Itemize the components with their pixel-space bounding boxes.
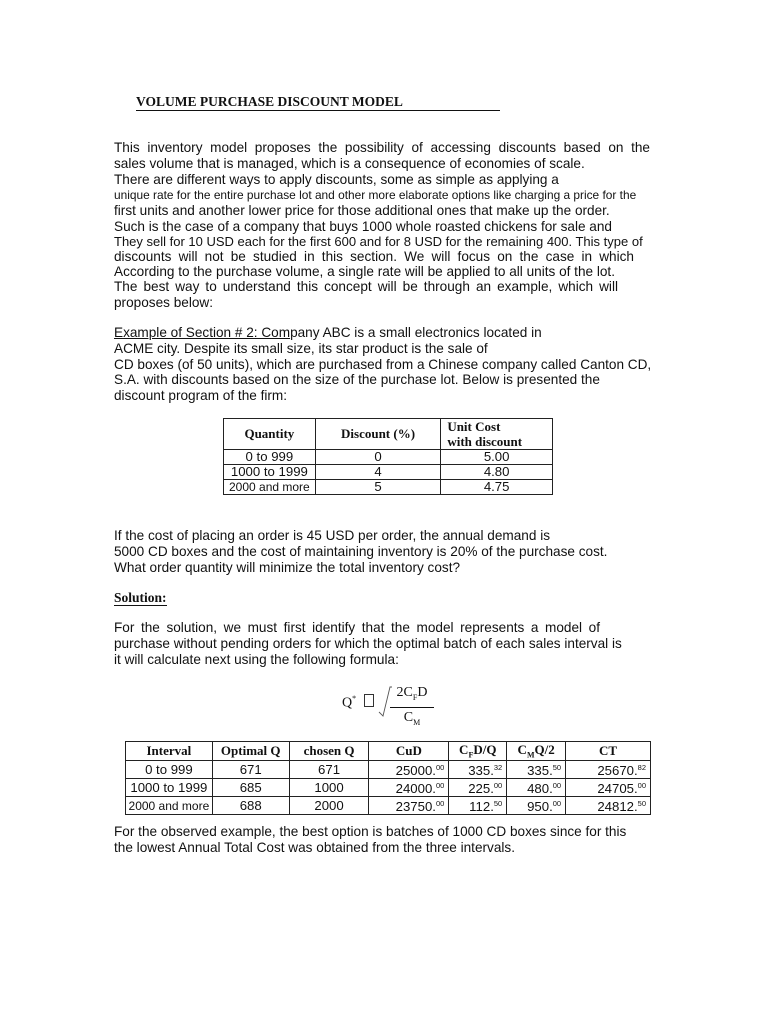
cell-int: 950. — [527, 799, 553, 814]
solution-line: purchase without pending orders for which the optimal batch of each sales interval is — [114, 636, 622, 651]
hdr-part: C — [459, 742, 469, 758]
table-cell — [507, 779, 566, 797]
intro-line: The best way to understand this concept will be through an example, which will — [114, 279, 618, 294]
table-cell: 1000 to 1999 — [224, 465, 316, 480]
cell-dec: 50 — [637, 799, 646, 808]
table-cell: 1000 — [289, 779, 369, 797]
table-cell — [369, 797, 449, 815]
table-cell: 2000 and more — [224, 480, 316, 495]
column-header-line: with discount — [447, 434, 523, 449]
column-header — [449, 742, 507, 761]
problem-line: If the cost of placing an order is 45 USD per order, the annual demand is — [114, 528, 551, 543]
cell-int: 25000. — [395, 763, 436, 778]
cell-dec: 00 — [493, 781, 503, 790]
cell-int: 25670. — [597, 763, 638, 778]
cell-int: 24000. — [395, 781, 436, 796]
cell-dec: 00 — [552, 799, 562, 808]
table-cell — [369, 761, 449, 779]
problem-line: What order quantity will minimize the total inventory cost? — [114, 560, 461, 575]
example-heading: Example of Section # 2: Com — [114, 325, 291, 340]
table-row — [126, 797, 651, 815]
example-line: ACME city. Despite its small size, its star product is the sale of — [114, 341, 488, 356]
column-header: Discount (%) — [315, 419, 441, 450]
cell-int: 335. — [527, 763, 553, 778]
table-cell — [369, 779, 449, 797]
table-cell: 0 — [315, 450, 441, 465]
hdr-part: C — [517, 742, 527, 758]
intro-line: There are different ways to apply discounts, some as simple as applying a — [114, 172, 559, 187]
table-cell — [449, 797, 507, 815]
num-sub: F — [412, 692, 418, 702]
solution-label: Solution: — [114, 590, 167, 605]
example-line: CD boxes (of 50 units), which are purchased from a Chinese company called Canton CD, — [114, 357, 652, 372]
table-cell: 4.75 — [441, 480, 553, 495]
table-cell: 2000 and more — [126, 797, 213, 815]
cell-dec: 00 — [552, 781, 562, 790]
discount-table — [223, 418, 553, 495]
intro-line: sales volume that is managed, which is a consequence of economies of scale. — [114, 156, 585, 171]
table-row — [224, 480, 553, 495]
eoq-formula — [342, 684, 442, 728]
conclusion-line: For the observed example, the best option is batches of 1000 CD boxes since for this — [114, 824, 627, 839]
column-header: CT — [566, 742, 651, 761]
example-line: discount program of the firm: — [114, 388, 288, 403]
example-line: S.A. with discounts based on the size of the purchase lot. Below is presented the — [114, 372, 600, 387]
example-line — [114, 325, 542, 341]
hdr-sub: M — [526, 750, 535, 760]
table-cell — [507, 797, 566, 815]
conclusion-line: the lowest Annual Total Cost was obtained from the three intervals. — [114, 840, 515, 855]
cell-dec: 50 — [552, 763, 562, 772]
example-line-text: pany ABC is a small electronics located in — [290, 325, 542, 340]
table-cell: 2000 — [289, 797, 369, 815]
formula-star: * — [352, 694, 357, 703]
document-title: VOLUME PURCHASE DISCOUNT MODEL — [136, 94, 500, 111]
column-header — [441, 419, 553, 450]
table-row — [126, 779, 651, 797]
table-cell — [566, 761, 651, 779]
formula-q: Q — [342, 695, 353, 711]
table-cell: 5 — [315, 480, 441, 495]
table-row — [224, 465, 553, 480]
solution-line: it will calculate next using the following formula: — [114, 652, 399, 667]
table-cell: 1000 to 1999 — [126, 779, 213, 797]
intro-line: first units and another lower price for those additional ones that make up the order. — [114, 203, 610, 218]
den-sub: M — [413, 717, 421, 727]
table-cell: 4.80 — [441, 465, 553, 480]
table-cell: 5.00 — [441, 450, 553, 465]
table-row — [224, 450, 553, 465]
table-cell — [507, 761, 566, 779]
solution-line: For the solution, we must first identify that the model represents a model of — [114, 620, 600, 635]
table-cell — [449, 779, 507, 797]
cell-int: 112. — [469, 799, 494, 814]
cell-int: 24705. — [597, 781, 638, 796]
table-cell: 4 — [315, 465, 441, 480]
formula-numerator — [390, 684, 434, 708]
intro-line: proposes below: — [114, 295, 213, 310]
results-table — [125, 741, 651, 815]
intro-line: This inventory model proposes the possibility of accessing discounts based on the — [114, 140, 650, 155]
intro-line: Such is the case of a company that buys 1000 whole roasted chickens for sale and — [114, 219, 612, 234]
column-header — [507, 742, 566, 761]
table-row — [126, 761, 651, 779]
column-header: Interval — [126, 742, 213, 761]
intro-line: According to the purchase volume, a single rate will be applied to all units of the lot. — [114, 264, 615, 279]
cell-dec: 32 — [493, 763, 503, 772]
formula-denominator — [390, 708, 434, 733]
table-cell: 0 to 999 — [126, 761, 213, 779]
cell-dec: 00 — [435, 799, 445, 808]
cell-int: 225. — [468, 781, 494, 796]
table-header-row — [224, 419, 553, 450]
cell-int: 24812. — [597, 799, 638, 814]
missing-glyph-box — [364, 694, 374, 707]
column-header: CuD — [369, 742, 449, 761]
cell-dec: 50 — [493, 799, 503, 808]
cell-int: 480. — [527, 781, 553, 796]
den-part: C — [403, 709, 414, 725]
table-cell: 671 — [212, 761, 289, 779]
table-cell: 688 — [212, 797, 289, 815]
num-part: D — [417, 685, 428, 700]
formula-lhs — [342, 694, 356, 712]
hdr-part: D/Q — [473, 742, 497, 758]
cell-dec: 00 — [435, 763, 445, 772]
cell-int: 335. — [468, 763, 494, 778]
cell-int: 23750. — [395, 799, 436, 814]
table-cell: 0 to 999 — [224, 450, 316, 465]
hdr-part: Q/2 — [534, 742, 555, 758]
intro-line: They sell for 10 USD each for the first 600 and for 8 USD for the remaining 400. This type of — [114, 234, 643, 249]
hdr-sub: F — [468, 750, 474, 760]
intro-line: discounts will not be studied in this section. We will focus on the case in which — [114, 249, 634, 264]
table-cell: 685 — [212, 779, 289, 797]
table-cell — [449, 761, 507, 779]
formula-fraction — [390, 684, 434, 733]
problem-line: 5000 CD boxes and the cost of maintaining inventory is 20% of the purchase cost. — [114, 544, 608, 559]
table-header-row — [126, 742, 651, 761]
cell-dec: 82 — [637, 763, 646, 772]
table-cell — [566, 779, 651, 797]
num-part: 2C — [396, 685, 413, 700]
column-header: Quantity — [224, 419, 316, 450]
intro-line: unique rate for the entire purchase lot and other more elaborate options like charging a price for the — [114, 188, 637, 202]
table-cell — [566, 797, 651, 815]
cell-dec: 00 — [435, 781, 445, 790]
column-header-line: Unit Cost — [447, 419, 501, 434]
cell-dec: 00 — [637, 781, 646, 790]
column-header: Optimal Q — [212, 742, 289, 761]
table-cell: 671 — [289, 761, 369, 779]
column-header: chosen Q — [289, 742, 369, 761]
